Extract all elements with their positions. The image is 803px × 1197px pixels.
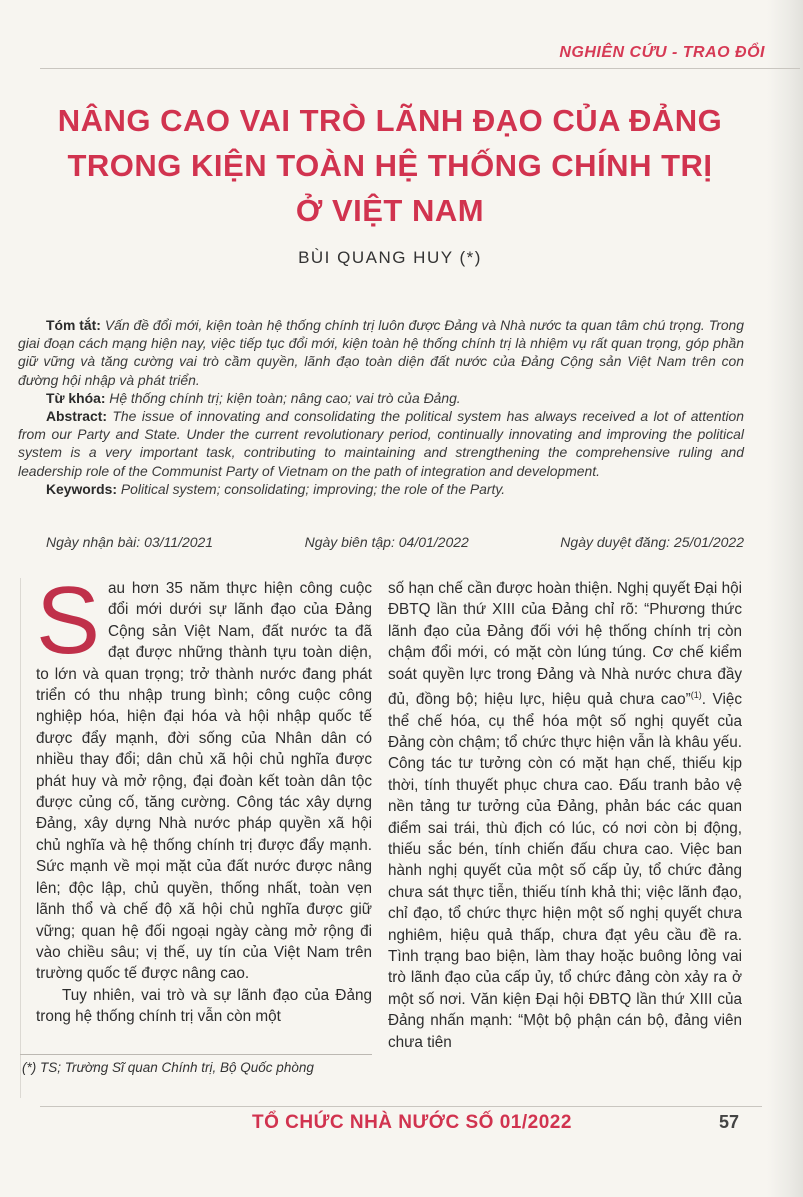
body-column-right (388, 578, 742, 1053)
abstract-en-label: Abstract: (46, 408, 107, 425)
body-paragraph-1-text: au hơn 35 năm thực hiện công cuộc đổi mới dưới sự lãnh đạo của Đảng Cộng sản Việt Nam, đất nước ta đã đạt được những thành tựu toàn diện, to lớn và quan trọng; trở thành nước đang phát triển có thu nhập trung bình; công cuộc công nghiệp hóa, hiện đại hóa và hội nhập quốc tế được đẩy mạnh, đời sống của Nhân dân có nhiều thay đổi; dân chủ xã hội chủ nghĩa được phát huy và mở rộng, đại đoàn kết toàn dân tộc được củng cố, tăng cường. Công tác xây dựng Đảng, xây dựng Nhà nước pháp quyền xã hội chủ nghĩa và hệ thống chính trị được đẩy mạnh. Sức mạnh về mọi mặt của đất nước được nâng lên; độc lập, chủ quyền, thống nhất, toàn vẹn lãnh thổ và chế độ xã hội chủ nghĩa được giữ vững; quan hệ đối ngoại ngày càng mở rộng đi vào chiều sâu; vị thế, uy tín của Việt Nam trên trường quốc tế được nâng cao. (36, 580, 372, 983)
summary-text: Vấn đề đổi mới, kiện toàn hệ thống chính trị luôn được Đảng và Nhà nước ta quan tâm chú trọng. Trong giai đoạn cách mạng hiện nay, việc tiếp tục đổi mới, kiện toàn hệ thống chính trị là nhiệm vụ rất quan trọng, góp phần giữ vững và tăng cường vai trò cầm quyền, lãnh đạo toàn diện đất nước của Đảng Cộng sản Việt Nam trên con đường hội nhập và phát triển. (18, 317, 744, 388)
page-number: 57 (718, 1112, 739, 1132)
title-line-3: Ở VIỆT NAM (295, 193, 485, 228)
author-name: BÙI QUANG HUY (*) (298, 248, 482, 267)
drop-cap: S (36, 567, 101, 674)
footnote-reference: (1) (690, 690, 702, 701)
title-line-2: TRONG KIỆN TOÀN HỆ THỐNG CHÍNH TRỊ (67, 148, 713, 183)
keywords-en-text: Political system; consolidating; improving; the role of the Party. (117, 480, 506, 497)
footer-rule (40, 1106, 762, 1107)
footnote-rule (20, 1054, 372, 1055)
abstract-en-paragraph (18, 407, 744, 480)
section-header: NGHIÊN CỨU - TRAO ĐỔI (559, 44, 765, 61)
keywords-vi-paragraph (18, 389, 744, 407)
date-received: Ngày nhận bài: 03/11/2021 (46, 534, 214, 550)
scan-page-edge (767, 0, 803, 1197)
author-footnote: (*) TS; Trường Sĩ quan Chính trị, Bộ Quốc phòng (22, 1060, 314, 1075)
keywords-vi-text: Hệ thống chính trị; kiện toàn; nâng cao; vai trò của Đảng. (105, 389, 461, 406)
summary-label: Tóm tắt: (46, 317, 101, 333)
keywords-en-paragraph (18, 480, 744, 498)
body-paragraph-2: Tuy nhiên, vai trò và sự lãnh đạo của Đảng trong hệ thống chính trị vẫn còn một (36, 986, 372, 1026)
article-dates (46, 534, 744, 550)
keywords-en-label: Keywords: (46, 480, 118, 497)
date-edited: Ngày biên tập: 04/01/2022 (304, 534, 469, 550)
journal-footer: TỔ CHỨC NHÀ NƯỚC SỐ 01/2022 (252, 1112, 572, 1133)
body-paragraph-3-text-a: số hạn chế cần được hoàn thiện. Nghị quyết Đại hội ĐBTQ lần thứ XIII của Đảng chỉ rõ: “Phương thức lãnh đạo của Đảng đối với hệ thống chính trị còn chậm đổi mới, có mặt còn lúng túng. Cơ chế kiểm soát quyền lực trong Đảng và Nhà nước chưa đầy đủ, đồng bộ; hiệu lực, hiệu quả chưa cao” (388, 580, 742, 709)
abstract-block (18, 316, 744, 498)
title-line-1: NÂNG CAO VAI TRÒ LÃNH ĐẠO CỦA ĐẢNG (57, 103, 723, 138)
body-paragraph-1 (36, 567, 372, 985)
article-title (40, 98, 740, 233)
date-approved: Ngày duyệt đăng: 25/01/2022 (560, 534, 744, 550)
keywords-vi-label: Từ khóa: (46, 389, 106, 406)
summary-paragraph (18, 316, 744, 389)
body-paragraph-3-text-b: . Việc thể chế hóa, cụ thể hóa một số nghị quyết của Đảng còn chậm; tổ chức thực hiện vẫn là khâu yếu. Công tác tư tưởng còn có mặt hạn chế, thiếu kịp thời, tính thuyết phục chưa cao. Đấu tranh bảo vệ nền tảng tư tưởng của Đảng, phản bác các quan điểm sai trái, thù địch có lúc, có nơi còn bị động, thiếu sắc bén, tính chiến đấu chưa cao. Việc ban hành nghị quyết của một số cấp ủy, tổ chức đảng chưa sát thực tiễn, thiếu tính khả thi; việc lãnh đạo, chỉ đạo, tổ chức thực hiện một số nghị quyết chưa nghiêm, hiệu quả thấp, chưa đạt yêu cầu đề ra. Tình trạng bao biện, làm thay hoặc buông lỏng vai trò lãnh đạo của cấp ủy, tổ chức đảng còn xảy ra ở một số nơi. Văn kiện Đại hội ĐBTQ lần thứ XIII của Đảng nhấn mạnh: “Một bộ phận cán bộ, đảng viên chưa tiên (388, 691, 743, 1051)
margin-line (20, 578, 21, 1098)
body-paragraph-3 (388, 578, 742, 1053)
abstract-en-text: The issue of innovating and consolidating the political system has always received a lot of attention from our Party and State. Under the current revolutionary period, continually innovating and improving the political system is a very important task, contributing to maintaining and strengthening the comprehensive ruling and leadership role of the Communist Party of Vietnam on the path of integration and development. (18, 408, 744, 479)
body-column-left (36, 567, 372, 1028)
header-rule (40, 68, 800, 69)
